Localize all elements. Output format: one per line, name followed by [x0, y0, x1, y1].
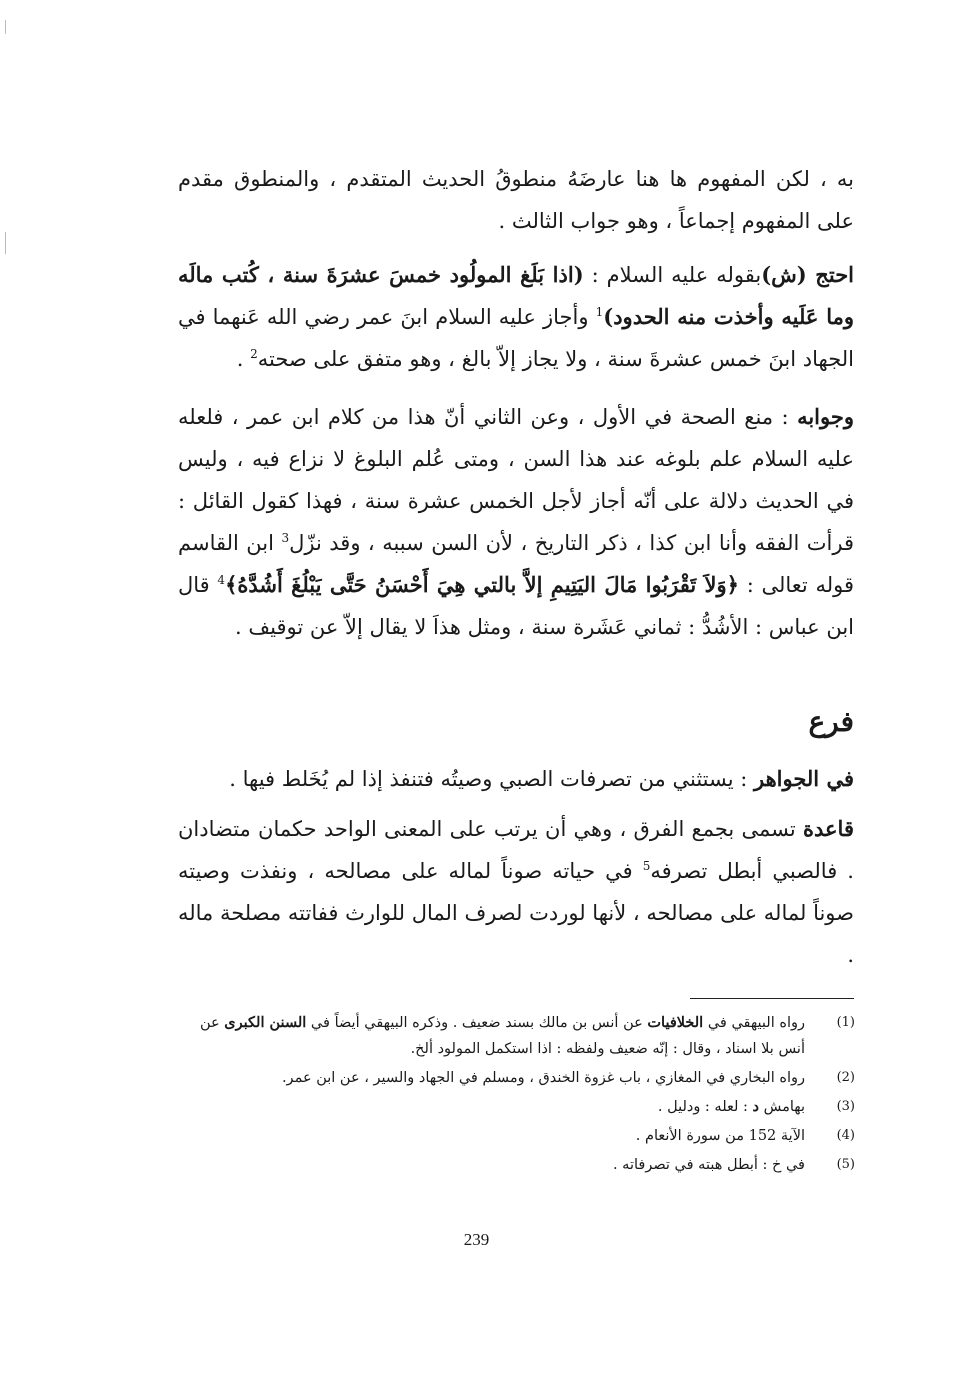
- footnote-number: (1): [836, 1015, 855, 1030]
- footnote-ref-5[interactable]: 5: [642, 859, 651, 873]
- footnote-1-text-c: عن أنس بلا اسناد ، وقال : إنّه ضعيف ولفظه : اذا استكمل المولود ألخ.: [199, 1015, 805, 1057]
- paragraph-5-text-1: تسمى بجمع الفرق ، وهي أن يرتب على المعنى الواحد حكمان متضادان . فالصبي أبطل تصرفه: [178, 817, 854, 883]
- footnote-2: [183, 1065, 855, 1091]
- footnote-4: [183, 1123, 855, 1149]
- footnote-2-text: رواه البخاري في المغازي ، باب غزوة الخندق ، ومسلم في الجهاد والسير ، عن ابن عمر.: [281, 1070, 805, 1086]
- scan-edge-mark: [5, 232, 6, 254]
- paragraph-2-intro: بقوله عليه السلام :: [583, 263, 762, 287]
- paragraph-1-text: به ، لكن المفهوم ها هنا عارضَهُ منطوقُ الحديث المتقدم ، والمنطوق مقدم على المفهوم إجماعاً ، وهو جواب الثالث .: [178, 167, 854, 233]
- paragraph-5-text-2: في حياته صوناً لماله على مصالحه ، ونفذت وصيته صوناً لماله على مصالحه ، لأنها لوردت لصرف المال للوارث ففاتته مصلحة ماله .: [178, 859, 854, 967]
- paragraph-3-lead: وجوابه: [797, 404, 854, 429]
- footnote-number: (3): [836, 1099, 855, 1114]
- footnote-ref-1[interactable]: 1: [595, 305, 604, 319]
- footnote-3-siglum: د: [752, 1098, 759, 1115]
- paragraph-2: [178, 254, 854, 380]
- paragraph-5-lead: قاعدة: [803, 816, 854, 841]
- paragraph-3-text-2: ابن القاسم قوله تعالى :: [178, 531, 855, 597]
- page-number: 239: [463, 1230, 490, 1249]
- paragraph-2-mid: وأجاز عليه السلام ابنَ عمر رضي الله عَنهما في الجهاد ابنَ خمس عشرةَ سنة ، ولا يجاز إلاّ بالغ ، وهو متفق على صحته: [178, 305, 854, 371]
- footnote-number: (4): [836, 1128, 855, 1143]
- scan-edge-mark: [5, 20, 6, 34]
- paragraph-4: [178, 758, 854, 800]
- footnote-1-source-a: الخلافيات: [647, 1014, 704, 1031]
- footnote-number: (5): [836, 1157, 855, 1172]
- hadith-quote: (اذا بَلَغ المولُود خمسَ عشرَةَ سنة ، كُتب مالَه وما عَلَيه وأخذت منه الحدود): [178, 262, 854, 329]
- footnote-ref-3[interactable]: 3: [281, 531, 290, 545]
- paragraph-2-lead: احتج (ش): [761, 262, 855, 287]
- footnote-number: (2): [836, 1070, 855, 1085]
- footnote-1-text-b: عن أنس بن مالك بسند ضعيف . وذكره البيهقي أيضاً في: [306, 1015, 648, 1031]
- footnote-3-text-a: بهامش: [759, 1099, 805, 1115]
- section-heading: فرع: [808, 705, 854, 738]
- footnote-5: [183, 1152, 855, 1178]
- footnote-4-text: الآية 152 من سورة الأنعام .: [635, 1128, 805, 1144]
- quran-verse: ﴿وَلاَ تَقْرَبُوا مَالَ اليَتِيمِ إلاَّ بالتي هِيَ أَحْسَنُ حَتَّى يَبْلُغَ أَشُدَّهُ﴾: [225, 572, 739, 597]
- footnote-3-text-b: : لعله : ودليل .: [657, 1099, 753, 1115]
- paragraph-3: [178, 396, 854, 648]
- footnote-1-source-b: السنن الكبرى: [224, 1014, 307, 1031]
- footnote-5-text: في خ : أبطل هبته في تصرفاته .: [612, 1157, 805, 1173]
- footnote-divider: [690, 998, 854, 999]
- paragraph-5: [178, 808, 854, 976]
- footnotes: [183, 1010, 855, 1181]
- paragraph-4-text: : يستثني من تصرفات الصبي وصيتُه فتنفذ إذا لم يُخَلط فيها .: [229, 767, 754, 791]
- footnote-ref-4[interactable]: 4: [217, 573, 226, 587]
- footnote-3: [183, 1094, 855, 1120]
- footnote-1: [183, 1010, 855, 1062]
- paragraph-3-text-3: قال ابن عباس : الأشُدُّ : ثماني عَشَرة سنة ، ومثل هذاَ لا يقال إلاّ عن توقيف .: [178, 573, 854, 639]
- paragraph-2-end: .: [236, 347, 251, 371]
- footnote-1-text-a: رواه البيهقي في: [703, 1015, 805, 1031]
- paragraph-4-lead: في الجواهر: [754, 766, 854, 791]
- footnote-ref-2[interactable]: 2: [250, 347, 258, 361]
- paragraph-1: [178, 158, 854, 242]
- paragraph-3-text-1: : منع الصحة في الأول ، وعن الثاني أنّ هذا من كلام ابن عمر ، فلعله عليه السلام علم بلوغه عند هذا السن ، ومتى عُلم البلوغ لا نزاع فيه ، وليس في الحديث دلالة على أنّه أجاز لأجل الخمس عشرة سنة ، فهذا كقول القائل : قرأت الفقه وأنا ابن كذا ، ذكر التاريخ ، لأن السن سببه ، وقد نزّل: [178, 405, 855, 555]
